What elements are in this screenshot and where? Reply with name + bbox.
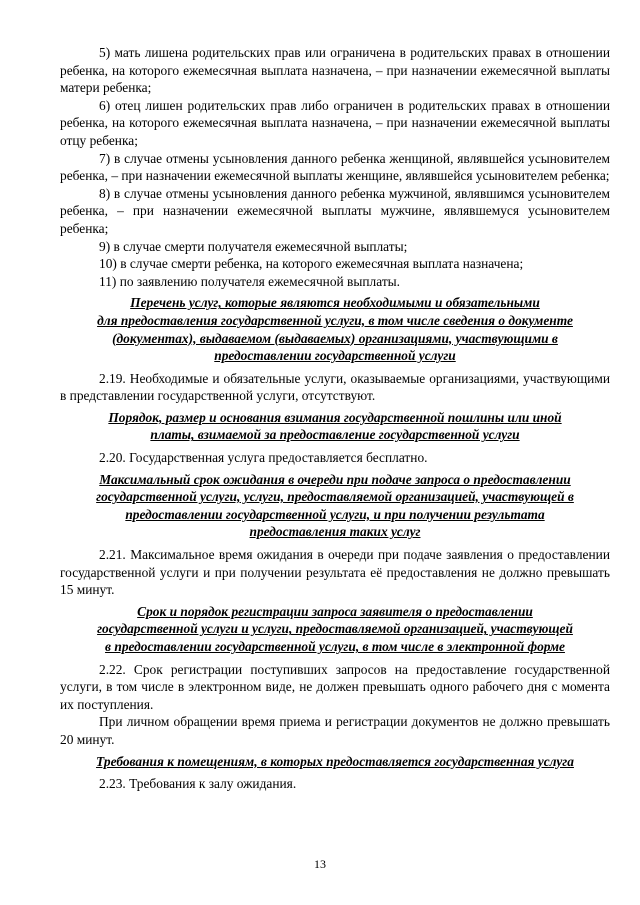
heading-line: Перечень услуг, которые являются необходимыми и обязательными bbox=[130, 295, 540, 311]
heading-line: Максимальный срок ожидания в очереди при подаче запроса о предоставлении bbox=[99, 471, 571, 487]
paragraph: 2.21. Максимальное время ожидания в очереди при подаче заявления о предоставлении государственной услуги и при получении результата её предоставления не должно превышать 15 минут. bbox=[60, 547, 610, 598]
section-heading bbox=[60, 409, 610, 444]
page-number: 13 bbox=[314, 857, 326, 871]
paragraph: 2.20. Государственная услуга предоставляется бесплатно. bbox=[99, 450, 428, 466]
heading-line: (документах), выдаваемом (выдаваемых) организациями, участвующими в bbox=[112, 330, 558, 346]
section-heading bbox=[60, 603, 610, 656]
list-item: 6) отец лишен родительских прав либо ограничен в родительских правах в отношении ребенка, на которого ежемесячная выплата назначена, – при назначении ежемесячной выплаты отцу ребенка; bbox=[60, 97, 610, 148]
list-item: 8) в случае отмены усыновления данного ребенка мужчиной, являвшимся усыновителем ребенка, – при назначении ежемесячной выплаты мужчине, являвшемуся усыновителем ребенка; bbox=[60, 185, 610, 236]
section-state-fee bbox=[60, 409, 610, 467]
heading-line: государственной услуги и услуги, предоставляемой организацией, участвующей bbox=[97, 621, 573, 637]
section-queue-time bbox=[60, 471, 610, 599]
section-registration bbox=[60, 603, 610, 749]
heading-line: Требования к помещениям, в которых предоставляется государственная услуга bbox=[96, 753, 574, 769]
termination-list bbox=[60, 44, 610, 290]
list-item: 9) в случае смерти получателя ежемесячной выплаты; bbox=[99, 238, 408, 254]
section-required-services bbox=[60, 294, 610, 405]
heading-line: в предоставлении государственной услуги, в том числе в электронной форме bbox=[105, 639, 565, 654]
heading-line: платы, взимаемой за предоставление государственной услуги bbox=[150, 427, 520, 443]
section-heading bbox=[60, 471, 610, 541]
heading-line: Срок и порядок регистрации запроса заявителя о предоставлении bbox=[137, 603, 533, 619]
list-item: 7) в случае отмены усыновления данного ребенка женщиной, являвшейся усыновителем ребенка, – при назначении ежемесячной выплаты женщине, являвшейся усыновителем ребенка; bbox=[60, 150, 610, 184]
section-heading bbox=[60, 294, 610, 364]
list-item: 11) по заявлению получателя ежемесячной выплаты. bbox=[99, 273, 401, 289]
section-heading bbox=[60, 753, 610, 771]
list-item: 5) мать лишена родительских прав или ограничена в родительских правах в отношении ребенка, на которого ежемесячная выплата назначена, – при назначении ежемесячной выплаты матери ребенка; bbox=[60, 45, 610, 96]
heading-line: для предоставления государственной услуги, в том числе сведения о документе bbox=[97, 312, 573, 328]
paragraph: При личном обращении время приема и регистрации документов не должно превышать 20 минут. bbox=[60, 714, 610, 747]
heading-line: предоставлении государственной услуги, и при получении результата bbox=[125, 506, 545, 522]
heading-line: предоставления таких услуг bbox=[249, 524, 421, 540]
list-item: 10) в случае смерти ребенка, на которого ежемесячная выплата назначена; bbox=[99, 256, 524, 272]
paragraph: 2.19. Необходимые и обязательные услуги, оказываемые организациями, участвующими в представлении государственной услуги, отсутствуют. bbox=[60, 370, 610, 404]
heading-line: Порядок, размер и основания взимания государственной пошлины или иной bbox=[108, 409, 562, 425]
heading-line: государственной услуги, услуги, предоставляемой организацией, участвующей в bbox=[96, 489, 574, 505]
heading-line: предоставлении государственной услуги bbox=[214, 348, 456, 364]
section-premises bbox=[60, 753, 610, 793]
paragraph: 2.23. Требования к залу ожидания. bbox=[99, 776, 297, 792]
paragraph: 2.22. Срок регистрации поступивших запросов на предоставление государственной услуги, в том числе в электронном виде, не должен превышать одного рабочего дня с момента их поступления. bbox=[60, 661, 610, 712]
